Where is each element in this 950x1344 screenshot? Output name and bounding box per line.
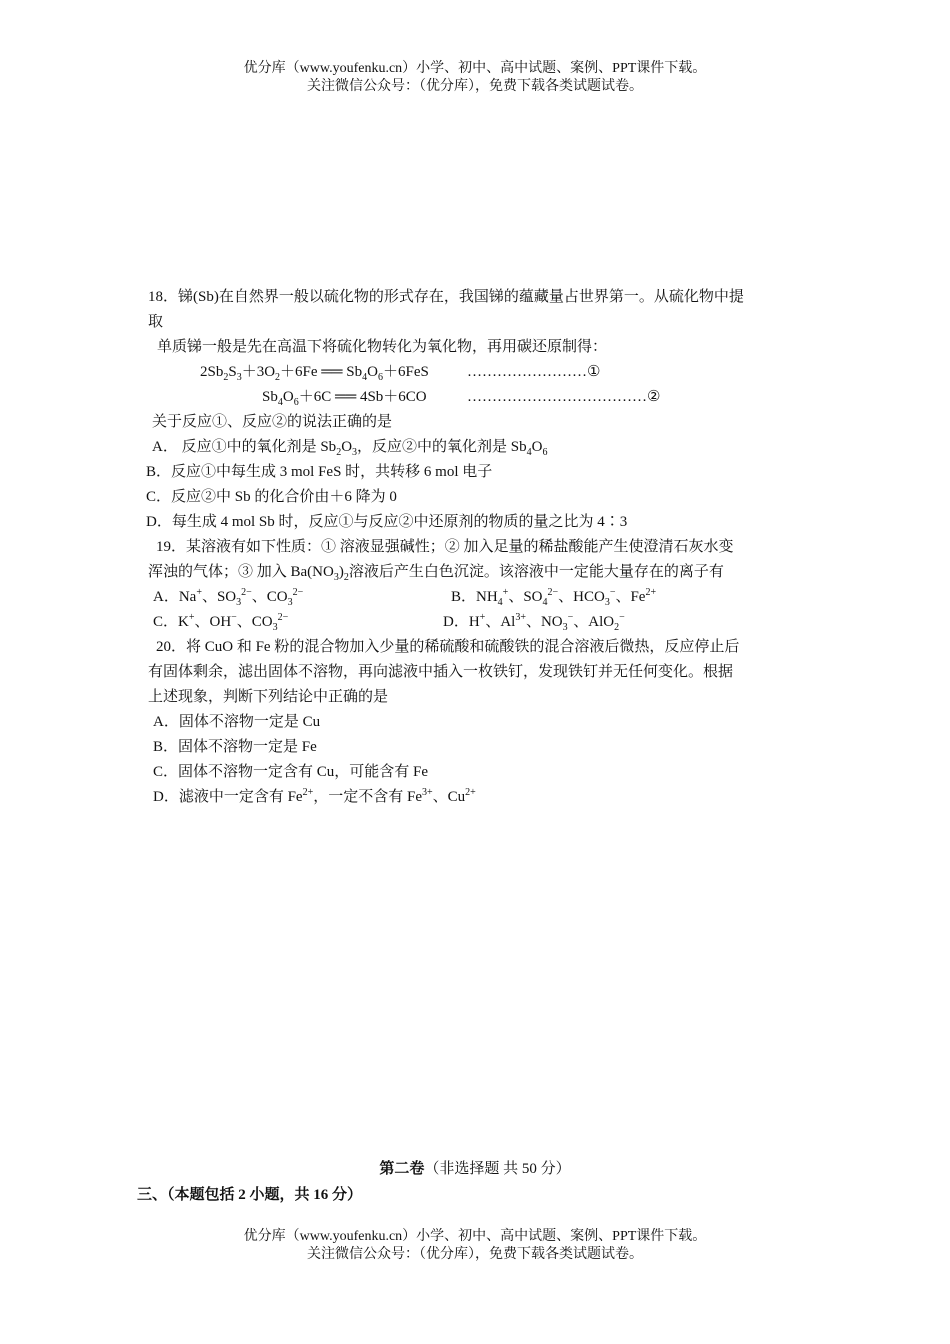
q18-stem-line-1: 18．锑(Sb)在自然界一般以硫化物的形式存在，我国锑的蕴藏量占世界第一。从硫化物中提: [148, 289, 744, 305]
footer-line-2: 关注微信公众号：（优分库），免费下载各类试题试卷。: [307, 1247, 643, 1262]
header-line-1: 优分库（www.youfenku.cn）小学、初中、高中试题、案例、PPT课件下载。: [243, 61, 707, 76]
q18-stem-line-2: 取: [148, 314, 164, 330]
part-2-title: 第二卷（非选择题 共 50 分）: [379, 1161, 571, 1177]
q19-option-b: B．$NH_4^+$、$SO_4^{2-}$、$HCO_3^-$、$Fe^{2+}$: [451, 587, 657, 608]
q20-option-a: A．固体不溶物一定是 Cu: [153, 714, 321, 730]
header-line-2: 关注微信公众号：（优分库），免费下载各类试题试卷。: [307, 79, 643, 94]
q18-option-d: D．每生成 4 mol Sb 时，反应①与反应②中还原剂的物质的量之比为 4∶3: [146, 514, 628, 530]
q18-equation-2: $Sb_4O_6+6C$ ══ 4Sb＋6CO: [262, 389, 427, 408]
q19-option-a: A．Na+、$SO_3^{2-}$、$CO_3^{2-}$: [153, 587, 304, 608]
q20-stem-line-1: 20．将 CuO 和 Fe 粉的混合物加入少量的稀硫酸和硫酸铁的混合溶液后微热，反应停止后: [156, 639, 740, 655]
q18-equation-1-marker: ……………………①: [467, 364, 601, 380]
footer-line-1: 优分库（www.youfenku.cn）小学、初中、高中试题、案例、PPT课件下载。: [243, 1229, 707, 1244]
q20-stem-line-3: 上述现象，判断下列结论中正确的是: [148, 689, 389, 705]
q19-option-c: C．K+、OH−、$CO_3^{2-}$: [153, 612, 289, 633]
q19-stem-line-1: 19．某溶液有如下性质：① 溶液显强碱性；② 加入足量的稀盐酸能产生使澄清石灰水变: [156, 539, 734, 555]
q20-option-d: D．滤液中一定含有 $Fe^{2+}$，一定不含有 $Fe^{3+}$、$Cu^{2+}$: [153, 787, 476, 805]
section-3-heading: 三、（本题包括 2 小题，共 16 分）: [137, 1187, 363, 1203]
q18-equation-2-marker: ………………………………②: [467, 389, 661, 405]
q20-option-c: C．固体不溶物一定含有 Cu，可能含有 Fe: [153, 764, 429, 780]
q18-equation-1: $2Sb_2S_3+3O_2+6Fe$ ══ $Sb_4O_6+6FeS$: [200, 364, 429, 383]
q18-stem-line-3: 单质锑一般是先在高温下将硫化物转化为氧化物，再用碳还原制得：: [157, 339, 608, 355]
q18-question: 关于反应①、反应②的说法正确的是: [152, 414, 393, 430]
q20-stem-line-2: 有固体剩余，滤出固体不溶物，再向滤液中插入一枚铁钉，发现铁钉并无任何变化。根据: [148, 664, 734, 680]
q19-stem-line-2: 浑浊的气体；③ 加入 $Ba(NO_3)_2$溶液后产生白色沉淀。该溶液中一定能大量存在的离子有: [148, 564, 724, 583]
q18-option-c: C．反应②中 Sb 的化合价由＋6 降为 0: [146, 489, 397, 505]
q18-option-a: A． 反应①中的氧化剂是 $Sb_2O_3$，反应②中的氧化剂是 $Sb_4O_6$: [152, 439, 548, 458]
q20-option-b: B．固体不溶物一定是 Fe: [153, 739, 317, 755]
q18-option-b: B．反应①中每生成 3 mol FeS 时，共转移 6 mol 电子: [146, 464, 493, 480]
q19-option-d: D．H+、$Al^{3+}$、$NO_3^-$、AlO$_2$−: [443, 612, 625, 633]
